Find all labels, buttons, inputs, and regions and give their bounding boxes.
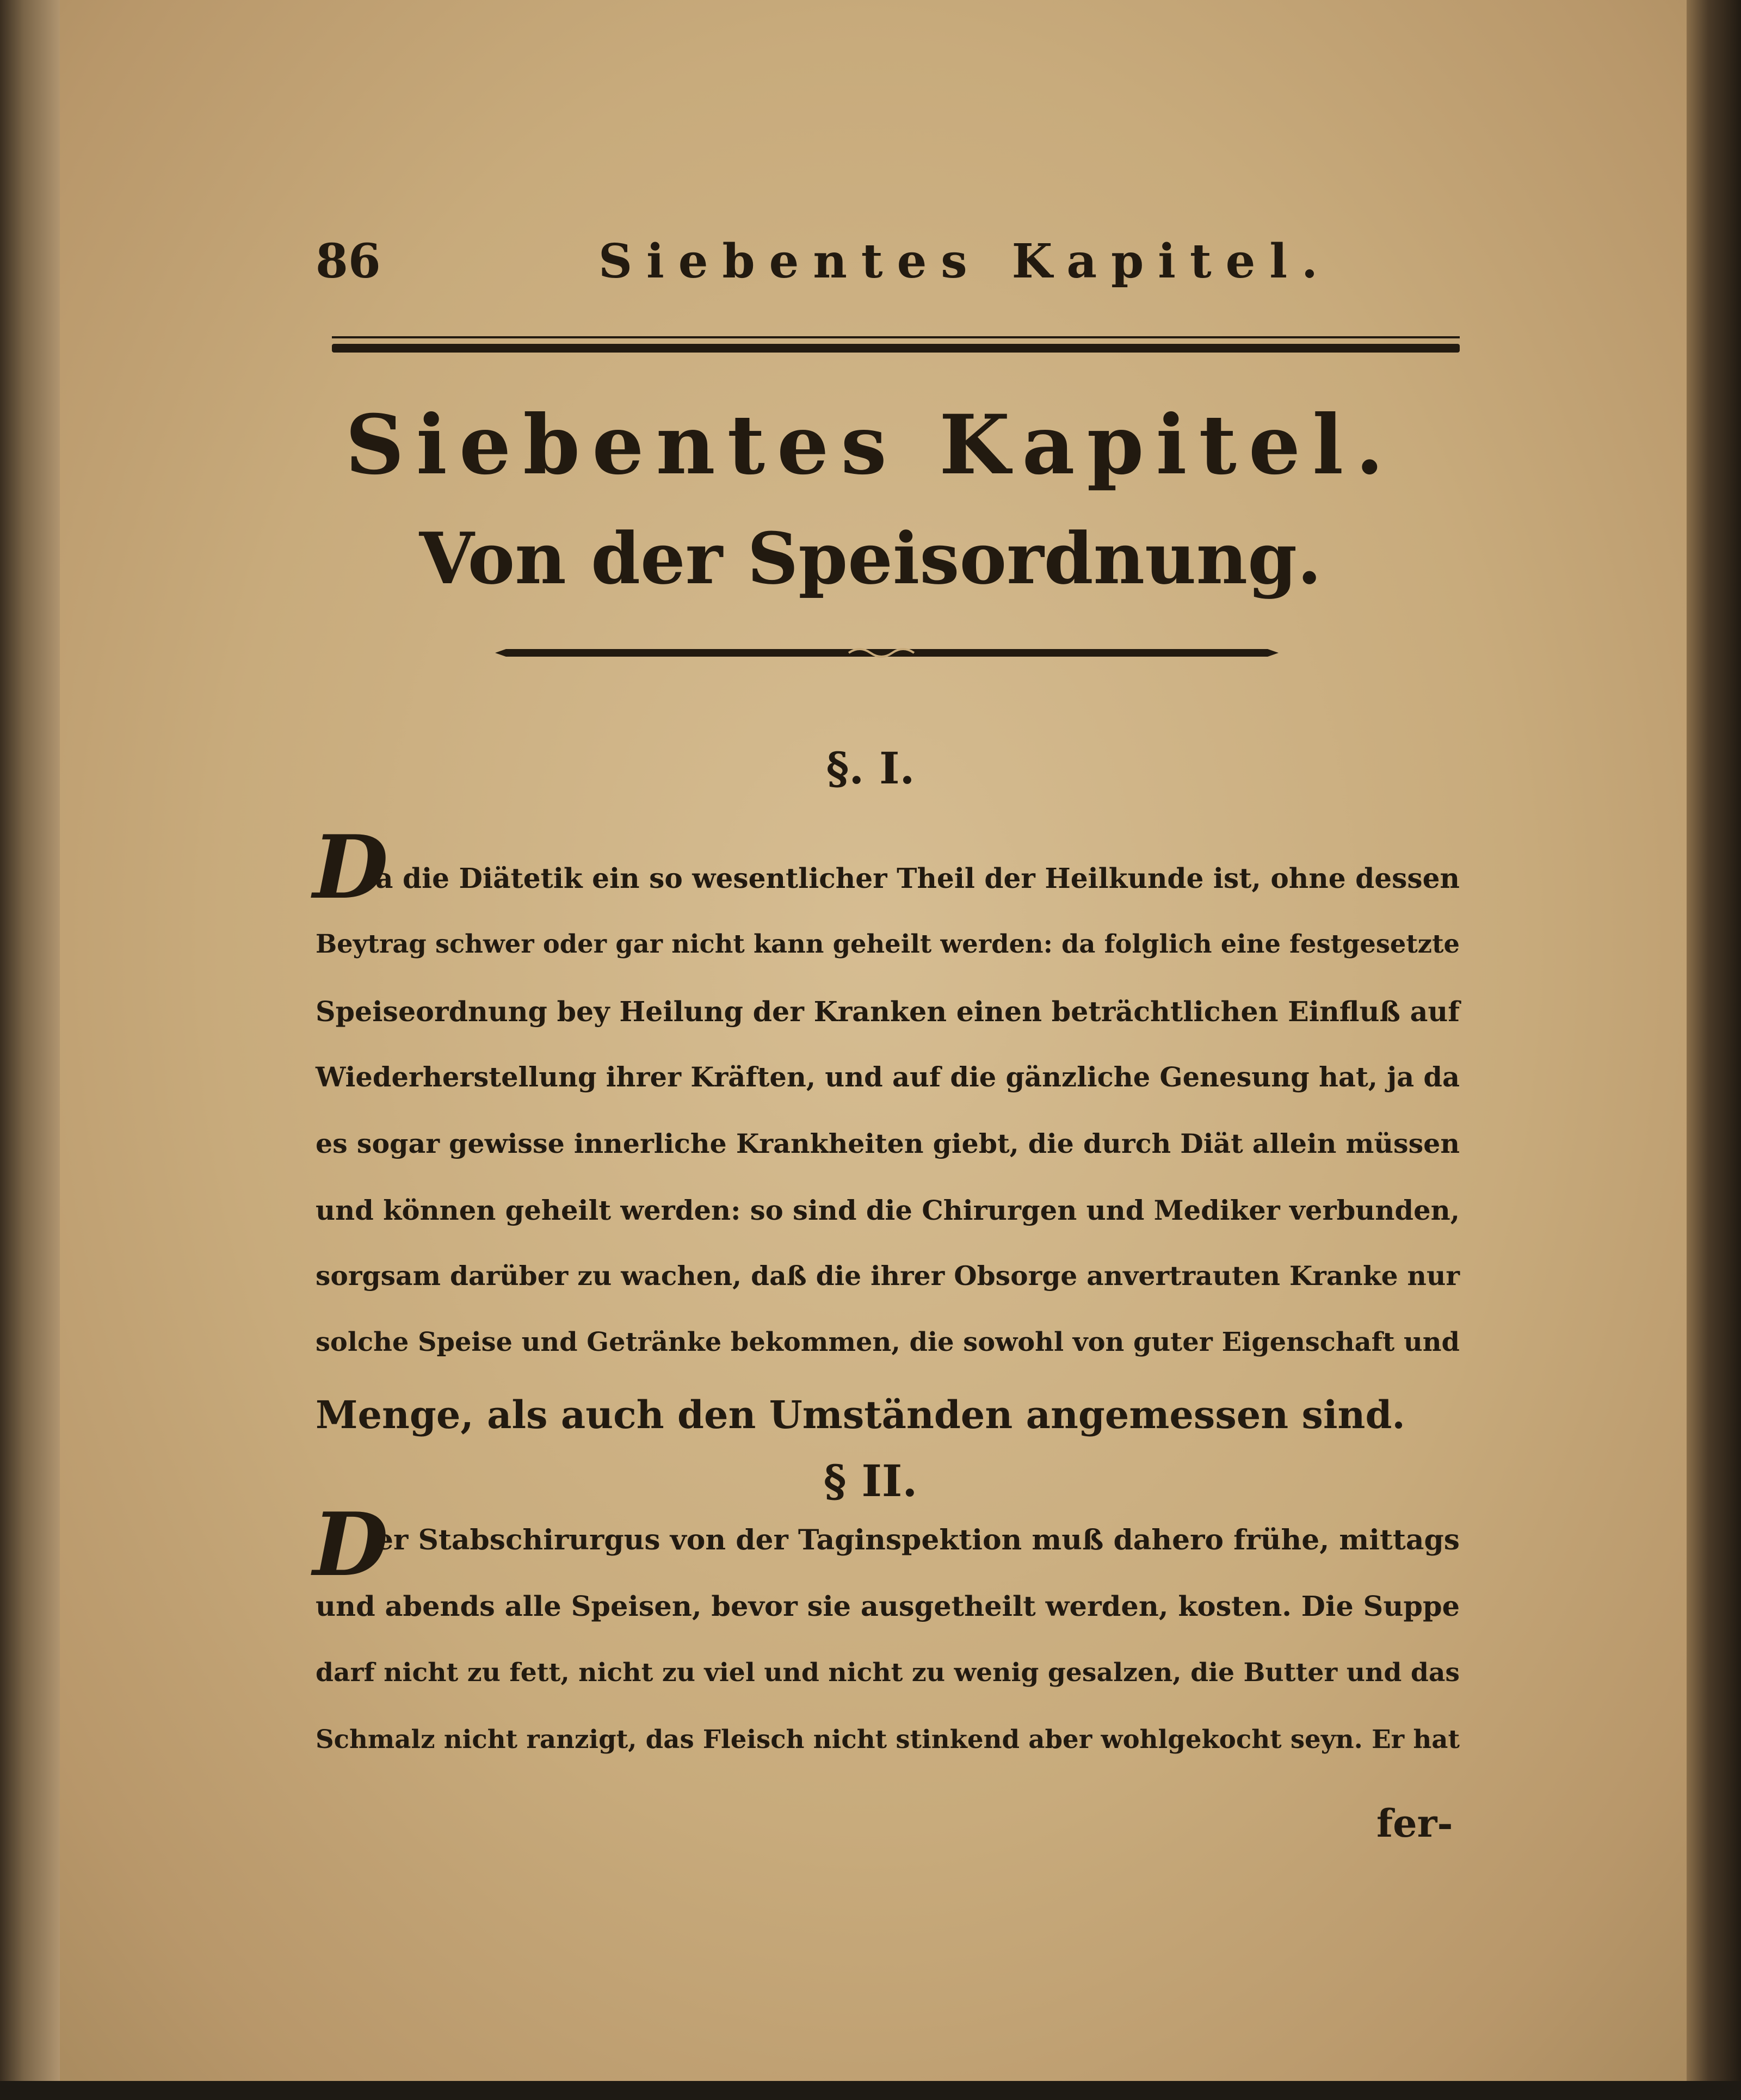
text-line: Speiseordnung bey Heilung der Kranken einen beträchtlichen Einfluß auf [316,995,1460,1028]
drop-initial-1: D [313,816,388,918]
text-line: solche Speise und Getränke bekommen, die sowohl von guter Eigenschaft und [316,1327,1460,1357]
book-page [38,0,1697,2084]
section-heading-2: § II. [823,1455,918,1506]
book-binding [1687,0,1741,2100]
text-line: Schmalz nicht ranzigt, das Fleisch nicht stinkend aber wohlgekocht seyn. Er hat [316,1724,1460,1754]
header-rule-thin [332,336,1460,338]
text-line: es sogar gewisse innerliche Krankheiten giebt, die durch Diät allein müssen [316,1128,1460,1159]
chapter-title: Siebentes Kapitel. [345,397,1396,493]
text-line: Menge, als auch den Umständen angemessen sind. [316,1392,1405,1437]
catchword: fer- [1376,1801,1453,1846]
running-header [316,234,1460,294]
text-line: Beytrag schwer oder gar nicht kann geheilt werden: da folglich eine festgesetzte [316,929,1460,959]
text-line: a die Diätetik ein so wesentlicher Theil der Heilkunde ist, ohne dessen [375,862,1460,894]
page-edge-left [0,0,60,2100]
text-line: und können geheilt werden: so sind die Chirurgen und Mediker verbunden, [316,1194,1460,1226]
page-edge-bottom [0,2081,1741,2100]
text-line: darf nicht zu fett, nicht zu viel und nicht zu wenig gesalzen, die Butter und das [316,1658,1460,1688]
text-line: Wiederherstellung ihrer Kräften, und auf die gänzliche Genesung hat, ja da [316,1061,1460,1093]
ornament-divider [495,645,1279,661]
page-number: 86 [316,234,381,289]
text-line: sorgsam darüber zu wachen, daß die ihrer Obsorge anvertrauten Kranke nur [316,1261,1460,1292]
drop-initial-2: D [313,1493,388,1596]
text-line: er Stabschirurgus von der Taginspektion muß dahero frühe, mittags [375,1523,1460,1557]
text-line: und abends alle Speisen, bevor sie ausgetheilt werden, kosten. Die Suppe [316,1590,1460,1623]
running-title: Siebentes Kapitel. [598,234,1332,289]
section-heading-1: §. I. [826,743,915,794]
chapter-subtitle: Von der Speisordnung. [419,517,1322,600]
header-rule [332,344,1460,353]
